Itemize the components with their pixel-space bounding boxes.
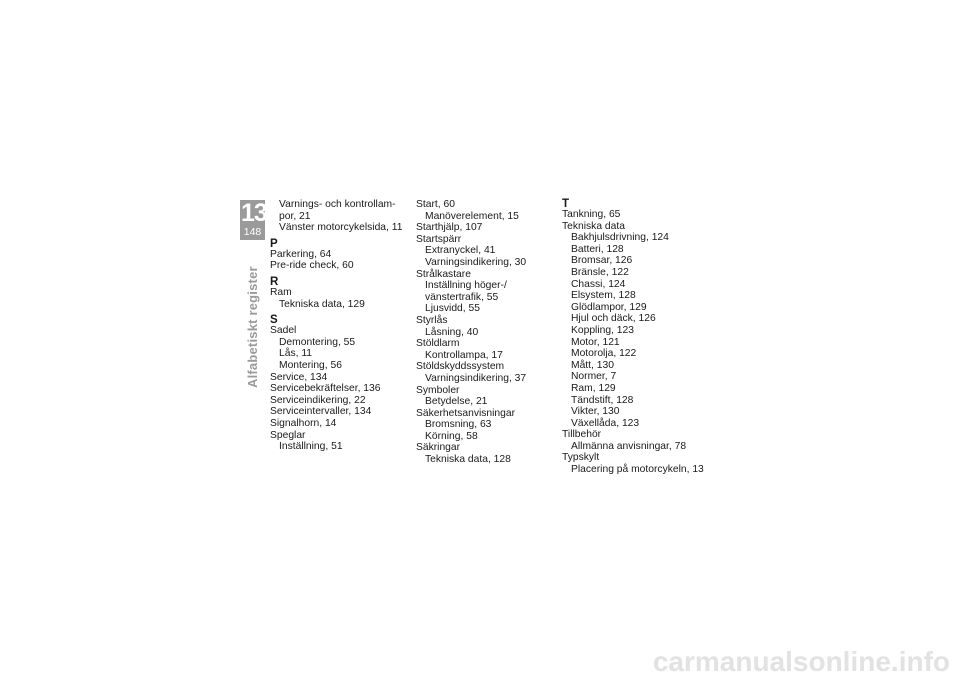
index-subentry: Placering på motorcykeln, 13 [571,464,704,476]
index-column-2 [416,199,556,466]
index-subentry: Koppling, 123 [571,324,634,336]
index-subentry: Manöverelement, 15 [425,210,519,222]
index-subentry: Tändstift, 128 [571,394,634,406]
index-entry: Styrlås [416,314,448,326]
index-subentry: Växellåda, 123 [571,417,640,429]
index-subentry: Varningsindikering, 37 [425,372,527,384]
index-subentry: Batteri, 128 [571,243,624,255]
index-entry: Säkringar [416,442,461,454]
index-subentry: Betydelse, 21 [425,396,488,408]
index-subentry: por, 21 [279,210,311,222]
index-entry: Säkerhetsanvisningar [416,407,516,419]
index-entry: Servicebekräftelser, 136 [270,383,381,395]
index-subentry: Demontering, 55 [279,336,356,348]
index-subentry: Elsystem, 128 [571,290,636,302]
index-subentry: Varnings- och kontrollam- [279,199,396,210]
page-number: 148 [243,226,262,238]
index-subentry: Varningsindikering, 30 [425,256,527,268]
index-subentry: Bakhjulsdrivning, 124 [571,232,669,244]
index-subentry: Tekniska data, 128 [425,454,511,466]
index-entry: Start, 60 [416,199,455,210]
index-entry: Stöldskyddssystem [416,361,505,373]
index-subentry: Låsning, 40 [425,326,479,338]
index-entry: Starthjälp, 107 [416,222,483,234]
index-subentry: Extranyckel, 41 [425,245,496,257]
index-subentry: Ljusvidd, 55 [425,303,480,315]
watermark-logo: carmanualsonline.info [652,646,950,677]
index-subentry: Bränsle, 122 [571,266,629,278]
index-subentry: Glödlampor, 129 [571,301,647,313]
index-subentry: Vikter, 130 [571,406,620,418]
index-subentry: Chassi, 124 [571,278,626,290]
index-entry: Stöldlarm [416,338,460,350]
index-subentry: Vänster motorcykelsida, 11 [279,222,403,234]
index-subentry: Tekniska data, 129 [279,298,365,310]
index-letter-heading: T [562,198,570,210]
index-subentry: Inställning, 51 [279,441,343,453]
index-subentry: Motor, 121 [571,336,620,348]
chapter-number: 13 [241,199,267,227]
index-subentry: Bromsning, 63 [425,419,492,431]
index-subentry: Kontrollampa, 17 [425,349,503,361]
index-entry: Parkering, 64 [270,248,332,260]
index-letter-heading: S [270,314,278,327]
index-subentry: Motorolja, 122 [571,348,637,360]
index-subentry: Bromsar, 126 [571,255,633,267]
chapter-title: Alfabetiskt register [245,266,260,388]
index-subentry: Hjul och däck, 126 [571,313,656,325]
index-subentry: Lås, 11 [279,348,313,360]
index-entry: Tillbehör [562,429,602,441]
index-subentry: Mått, 130 [571,359,614,371]
index-subentry: Normer, 7 [571,371,617,383]
index-subentry: vänstertrafik, 55 [425,291,499,303]
index-entry: Symboler [416,384,460,396]
index-entry: Pre-ride check, 60 [270,260,354,272]
index-subentry: Montering, 56 [279,359,342,371]
index-entry: Serviceintervaller, 134 [270,406,372,418]
index-entry: Signalhorn, 14 [270,417,337,429]
index-entry: Speglar [270,429,306,441]
index-entry: Sadel [270,325,297,337]
index-entry: Serviceindikering, 22 [270,394,366,406]
index-entry: Typskylt [562,452,600,464]
index-entry: Tankning, 65 [562,209,621,220]
index-letter-heading: R [270,275,279,288]
index-column-1 [270,199,410,453]
index-subentry: Inställning höger-/ [425,280,507,292]
index-entry: Startspärr [416,233,462,245]
index-subentry: Ram, 129 [571,382,616,394]
index-entry: Service, 134 [270,371,328,383]
index-entry: Strålkastare [416,268,471,280]
index-entry: Tekniska data [562,220,625,232]
index-column-3 [562,199,702,476]
index-entry: Ram [270,286,292,298]
index-subentry: Allmänna anvisningar, 78 [571,440,687,452]
index-subentry: Körning, 58 [425,430,478,442]
index-letter-heading: P [270,237,278,250]
